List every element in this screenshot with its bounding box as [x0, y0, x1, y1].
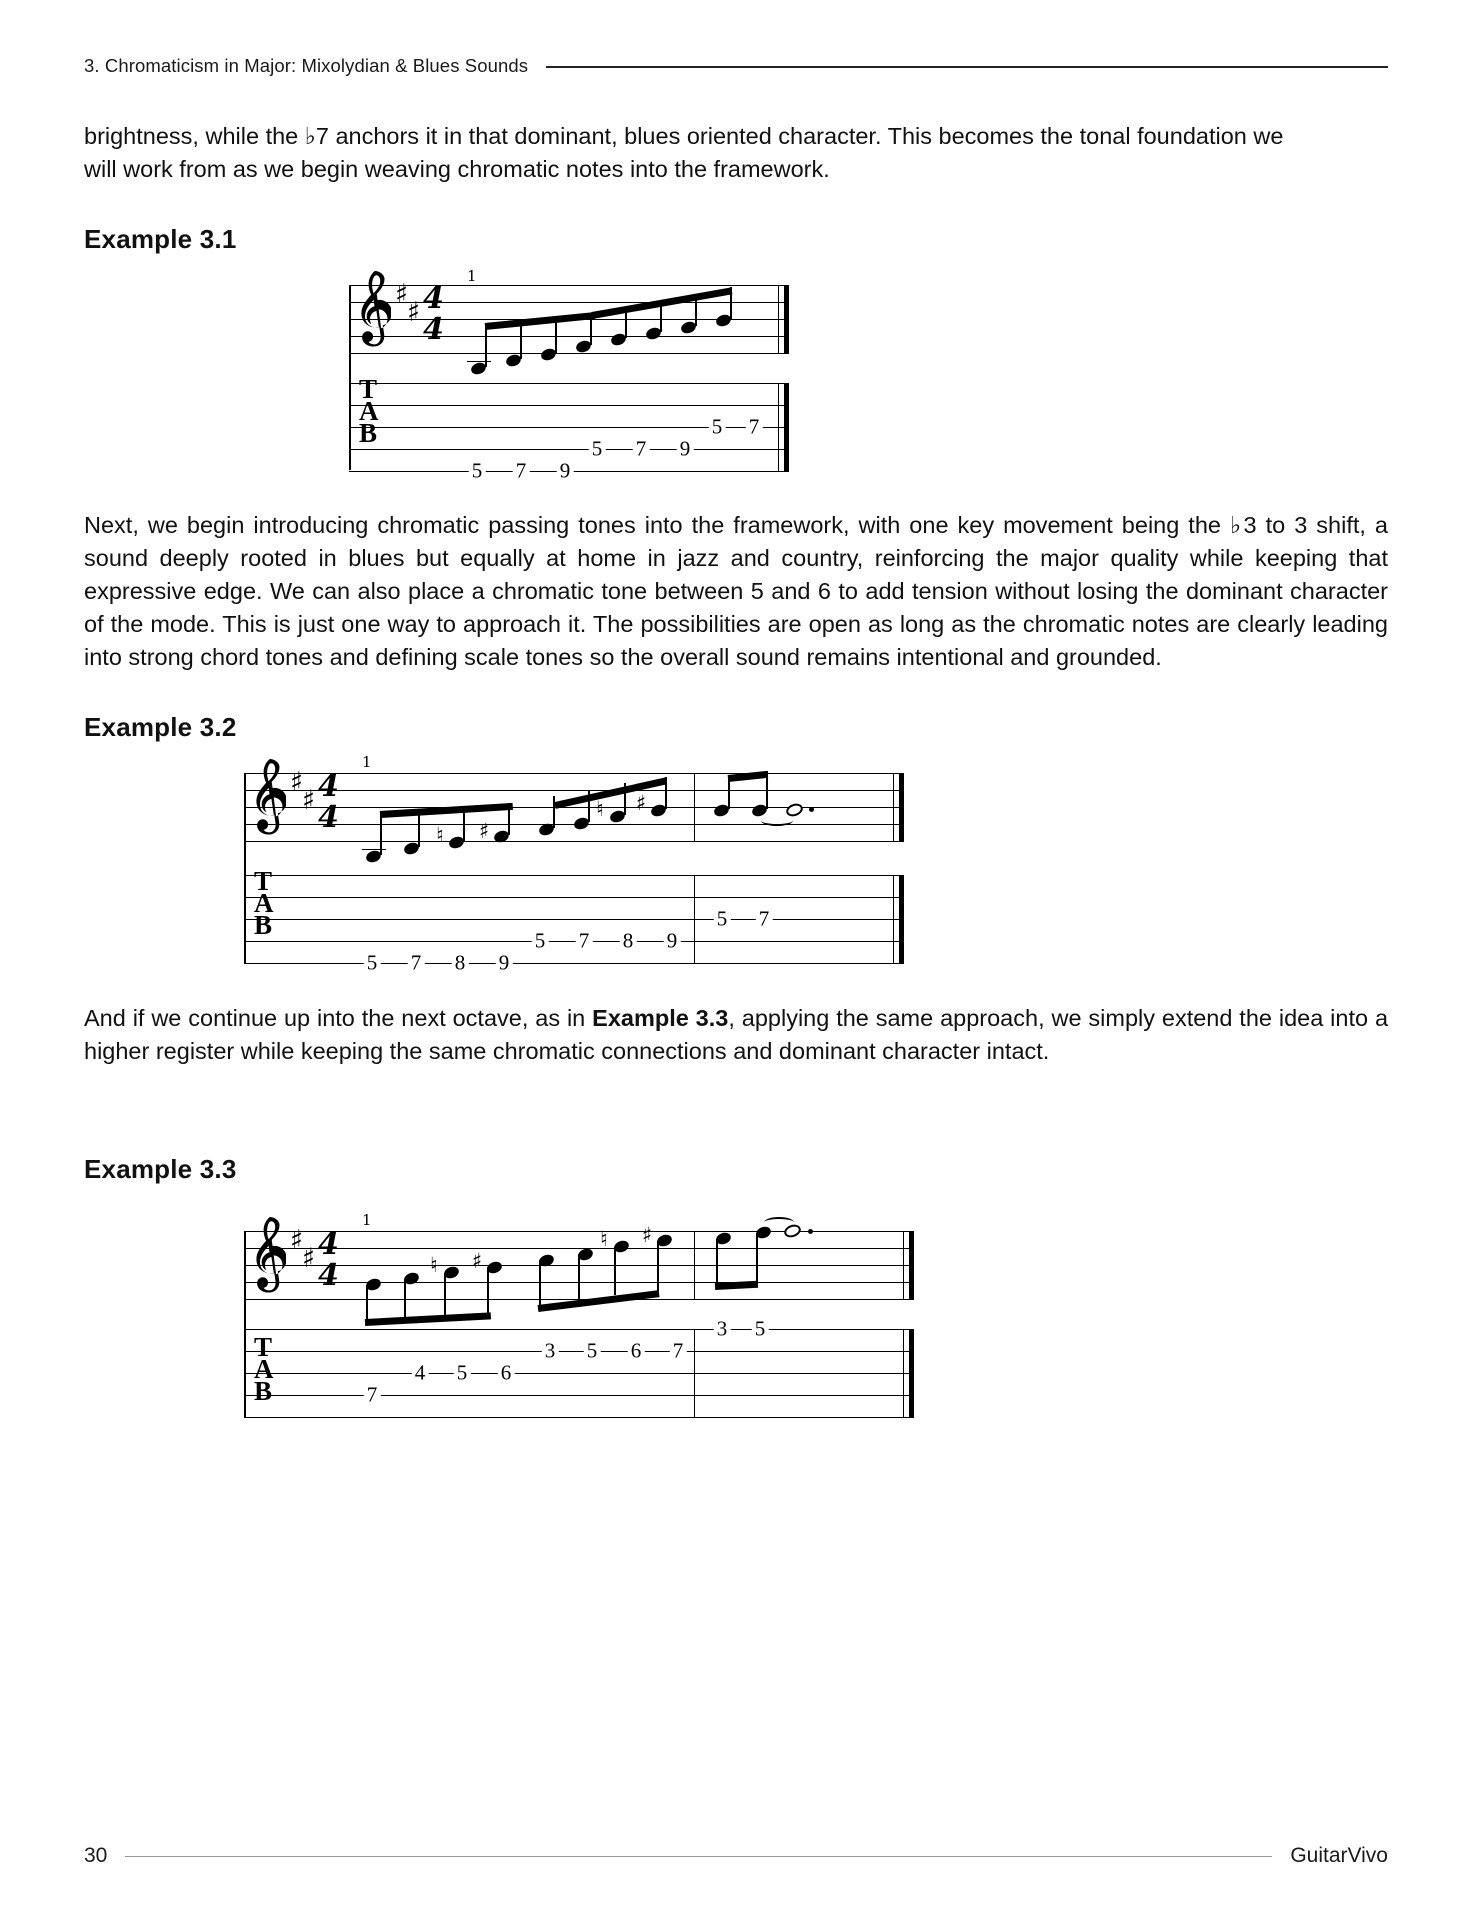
tab-fret: 7	[633, 439, 650, 460]
example-3-3-system	[244, 1207, 914, 1422]
tab-label-t: T	[254, 866, 273, 896]
treble-clef-icon	[252, 757, 286, 849]
chapter-title: 3. Chromaticism in Major: Mixolydian & Blues Sounds	[84, 55, 529, 76]
notation-endbar-thin	[903, 1231, 904, 1299]
tab-fret: 7	[408, 953, 425, 974]
time-signature-denominator: 4	[318, 800, 339, 835]
tab-fret: 7	[746, 417, 763, 438]
measure-number: 1	[362, 753, 372, 771]
measure-number: 1	[467, 267, 477, 285]
tab-fret: 7	[364, 1385, 381, 1406]
natural-accidental: ♮	[436, 823, 444, 847]
tab-fret: 5	[709, 417, 726, 438]
tab-endbar-thick	[784, 383, 789, 471]
tab-fret: 8	[620, 931, 637, 952]
notation-endbar-thin	[893, 773, 894, 841]
key-signature-sharp-2: ♯	[302, 785, 316, 816]
sharp-accidental: ♯	[472, 1249, 483, 1273]
tab-label-b: B	[359, 418, 378, 448]
measure-barline	[694, 1231, 695, 1299]
tab-fret: 7	[670, 1341, 687, 1362]
tab-fret: 9	[677, 439, 694, 460]
tab-fret: 7	[756, 909, 773, 930]
time-signature-numerator: 4	[423, 281, 444, 316]
time-signature-numerator: 4	[318, 1227, 339, 1262]
natural-accidental: ♮	[596, 797, 604, 821]
tab-staff	[244, 1329, 914, 1417]
tab-label-a: A	[254, 1354, 274, 1384]
example-3-2-system	[244, 753, 904, 975]
tab-fret: 5	[714, 909, 731, 930]
tab-fret: 6	[628, 1341, 645, 1362]
treble-clef-icon	[357, 269, 391, 361]
key-signature-sharp-1: ♯	[290, 1225, 304, 1256]
time-signature-denominator: 4	[423, 312, 444, 347]
example-3-3-heading: Example 3.3	[84, 1154, 237, 1184]
key-signature-sharp-2: ♯	[407, 297, 421, 328]
tab-fret: 7	[513, 461, 530, 482]
tab-staff	[244, 875, 904, 963]
natural-accidental: ♮	[600, 1227, 608, 1251]
tab-fret: 7	[576, 931, 593, 952]
tab-fret: 8	[452, 953, 469, 974]
next-octave-paragraph	[84, 1002, 1388, 1068]
time-signature-numerator: 4	[318, 769, 339, 804]
tab-endbar-thick	[909, 1329, 914, 1417]
footer-rule	[125, 1856, 1272, 1857]
notation-staff	[244, 769, 904, 841]
notation-endbar-thick	[784, 285, 789, 353]
natural-accidental: ♮	[430, 1253, 438, 1277]
tab-fret: 9	[496, 953, 513, 974]
tab-fret: 3	[542, 1341, 559, 1362]
tab-label-b: B	[254, 1376, 273, 1406]
intro-paragraph-line-1: brightness, while the ♭7 anchors it in that dominant, blues oriented character. This becomes the tonal foundation we	[84, 123, 1284, 149]
key-signature-sharp-1: ♯	[290, 767, 304, 798]
example-3-1-system	[349, 267, 789, 483]
tie-slur	[761, 815, 793, 826]
time-signature-denominator: 4	[318, 1258, 339, 1293]
sharp-accidental: ♯	[642, 1223, 653, 1247]
running-header	[84, 0, 1388, 86]
notation-endbar-thick	[909, 1231, 914, 1299]
brand-name: GuitarVivo	[1290, 1844, 1388, 1867]
example-3-1-heading: Example 3.1	[84, 224, 237, 254]
chromatic-passing-tones-paragraph: Next, we begin introducing chromatic passing tones into the framework, with one key movement being the ♭3 to 3 shift, a sound deeply rooted in blues but equally at home in jazz and country, reinforcing the major quality while keeping that expressive edge. We can also place a chromatic tone between 5 and 6 to add tension without losing the dominant character of the mode. This is just one way to approach it. The possibilities are open as long as the chromatic notes are clearly leading into strong chord tones and defining scale tones so the overall sound remains intentional and grounded.	[84, 512, 1388, 670]
tab-fret: 5	[364, 953, 381, 974]
tab-fret: 5	[532, 931, 549, 952]
tab-fret: 5	[469, 461, 486, 482]
page-number: 30	[84, 1844, 108, 1867]
page-footer	[84, 1844, 1388, 1868]
tab-fret: 5	[454, 1363, 471, 1384]
notation-endbar-thick	[899, 773, 904, 841]
tab-fret: 5	[752, 1319, 769, 1340]
beam-1	[365, 1312, 491, 1326]
treble-clef-icon	[252, 1215, 286, 1307]
tab-label-a: A	[254, 888, 274, 918]
example-3-3-reference: Example 3.3	[592, 1005, 729, 1031]
tab-label-a: A	[359, 396, 379, 426]
sharp-accidental: ♯	[636, 791, 647, 815]
measure-barline	[694, 773, 695, 841]
notation-endbar-thin	[778, 285, 779, 353]
tab-endbar-thick	[899, 875, 904, 963]
key-signature-sharp-1: ♯	[395, 279, 409, 310]
tie-slur	[764, 1217, 794, 1228]
augmentation-dot	[808, 1229, 813, 1234]
intro-paragraph	[84, 120, 1388, 186]
example-3-2-heading: Example 3.2	[84, 712, 237, 742]
tab-fret: 4	[412, 1363, 429, 1384]
intro-paragraph-line-2: will work from as we begin weaving chromatic notes into the framework.	[84, 156, 830, 182]
tab-label-t: T	[254, 1332, 273, 1362]
tab-fret: 5	[584, 1341, 601, 1362]
next-octave-text-a: And if we continue up into the next octave, as in	[84, 1005, 593, 1031]
tab-fret: 6	[498, 1363, 515, 1384]
sharp-accidental: ♯	[479, 819, 490, 843]
tab-endbar-thin	[893, 875, 894, 963]
header-rule	[546, 66, 1388, 68]
tab-fret: 9	[664, 931, 681, 952]
key-signature-sharp-2: ♯	[302, 1243, 316, 1274]
tab-fret: 5	[589, 439, 606, 460]
tab-endbar-thin	[903, 1329, 904, 1417]
augmentation-dot	[809, 807, 814, 812]
tab-label-b: B	[254, 910, 273, 940]
next-octave-text-b: , applying the same approach, we simply extend the idea into a higher register while keeping the same chromatic connections and dominant character intact.	[84, 1005, 1389, 1064]
tab-endbar-thin	[778, 383, 779, 471]
tab-fret: 3	[714, 1319, 731, 1340]
measure-number: 1	[362, 1211, 372, 1229]
tab-fret: 9	[557, 461, 574, 482]
tab-label-t: T	[359, 374, 378, 404]
